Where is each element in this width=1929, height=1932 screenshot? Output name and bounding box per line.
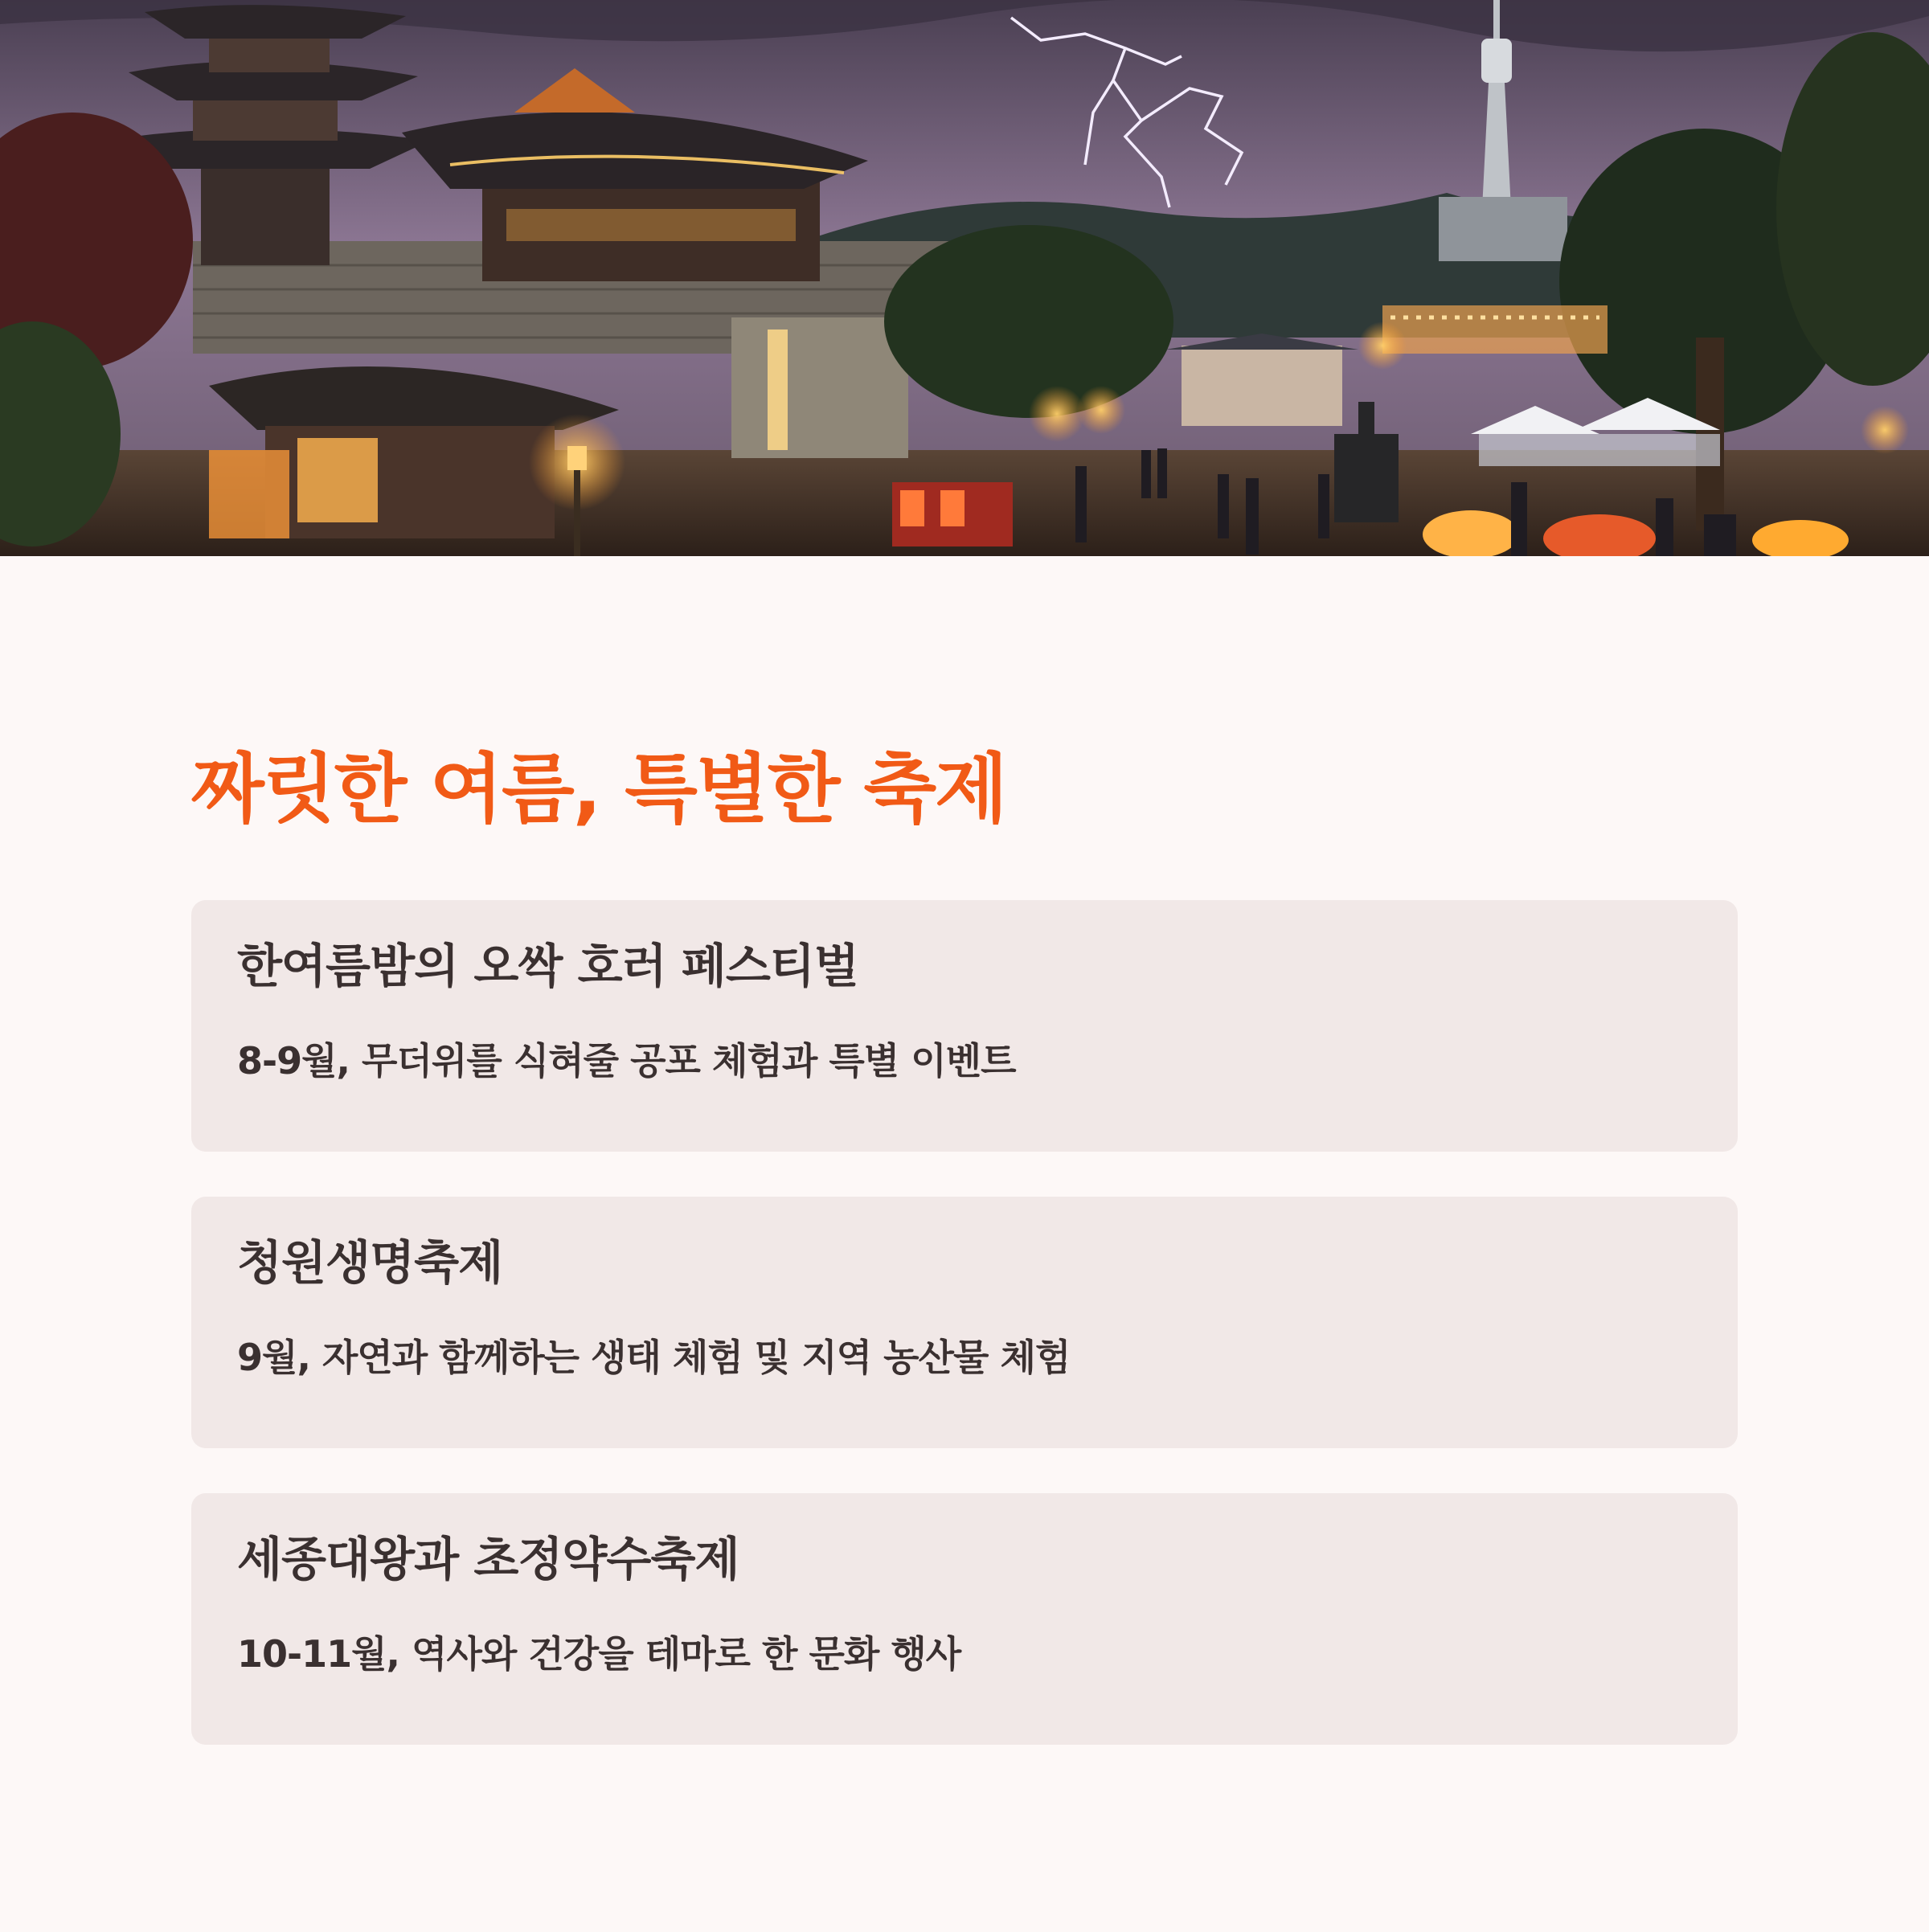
festival-title: 한여름밤의 오싹 호러 페스티벌 [237,939,858,993]
festival-description: 8-9월, 무더위를 식혀줄 공포 체험과 특별 이벤트 [237,1039,1016,1083]
hero-image [0,0,1929,556]
section-title: 짜릿한 여름, 특별한 축제 [191,746,1006,833]
night-festival-illustration [0,0,1929,556]
festival-description: 10-11월, 역사와 건강을 테마로 한 문화 행사 [237,1632,961,1676]
festival-title: 청원생명축제 [237,1235,503,1290]
festival-card-cheongwon [191,1197,1738,1448]
festival-description: 9월, 자연과 함께하는 생태 체험 및 지역 농산물 체험 [237,1336,1071,1379]
festival-section [191,743,1738,1676]
festival-card-sejong [191,1493,1738,1745]
festival-card-horror [191,900,1738,1152]
festival-title: 세종대왕과 초정약수축제 [237,1532,739,1586]
